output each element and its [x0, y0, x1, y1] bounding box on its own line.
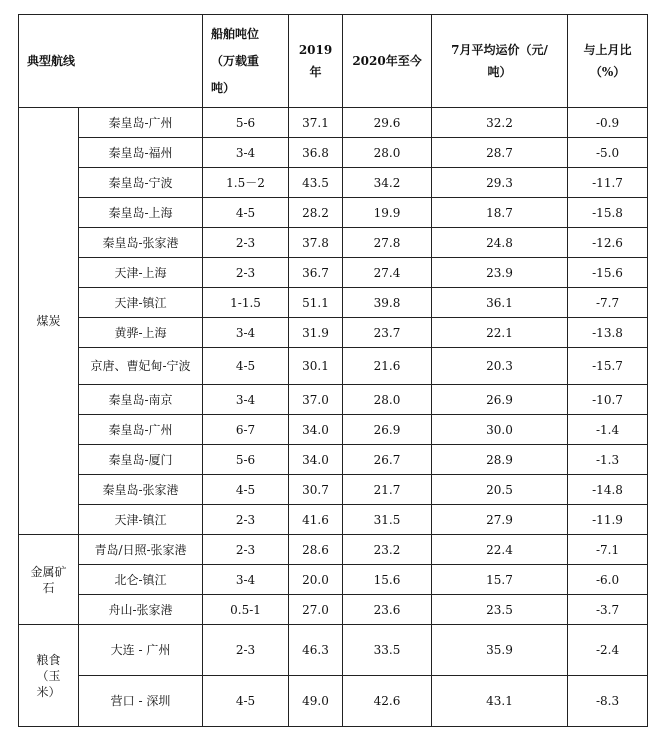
table-row [19, 415, 648, 445]
mom-cell: -6.0 [568, 565, 648, 595]
tonnage-cell: 6-7 [203, 415, 289, 445]
header-tonnage-line: 吨） [211, 80, 236, 95]
ytd-cell: 23.7 [343, 318, 432, 348]
header-tonnage-line: （万载重 [211, 53, 260, 68]
y2019-cell: 36.7 [289, 258, 343, 288]
july-price-cell: 36.1 [432, 288, 568, 318]
ytd-cell: 28.0 [343, 385, 432, 415]
route-cell: 秦皇岛-张家港 [79, 475, 203, 505]
table-row [19, 595, 648, 625]
tonnage-cell: 5-6 [203, 108, 289, 138]
july-price-cell: 43.1 [432, 676, 568, 727]
ytd-cell: 39.8 [343, 288, 432, 318]
tonnage-cell: 2-3 [203, 625, 289, 676]
table-row [19, 565, 648, 595]
july-price-cell: 23.9 [432, 258, 568, 288]
header-2019-line: 年 [309, 65, 322, 79]
july-price-cell: 20.5 [432, 475, 568, 505]
header-row [19, 15, 648, 108]
july-price-cell: 20.3 [432, 348, 568, 385]
y2019-cell: 28.2 [289, 198, 343, 228]
category-grain-line: （玉 [36, 668, 61, 683]
july-price-cell: 22.1 [432, 318, 568, 348]
route-cell: 北仑-镇江 [79, 565, 203, 595]
header-route: 典型航线 [19, 15, 203, 108]
table-row [19, 228, 648, 258]
mom-cell: -8.3 [568, 676, 648, 727]
route-cell: 黄骅-上海 [79, 318, 203, 348]
table-row [19, 348, 648, 385]
category-grain [19, 625, 79, 727]
y2019-cell: 51.1 [289, 288, 343, 318]
header-mom-line: （%） [589, 65, 626, 79]
ytd-cell: 27.4 [343, 258, 432, 288]
tonnage-cell: 3-4 [203, 138, 289, 168]
tonnage-cell: 4-5 [203, 348, 289, 385]
mom-cell: -11.7 [568, 168, 648, 198]
mom-cell: -7.7 [568, 288, 648, 318]
table-row [19, 138, 648, 168]
y2019-cell: 20.0 [289, 565, 343, 595]
july-price-cell: 23.5 [432, 595, 568, 625]
mom-cell: -15.7 [568, 348, 648, 385]
mom-cell: -0.9 [568, 108, 648, 138]
ytd-cell: 19.9 [343, 198, 432, 228]
july-price-cell: 26.9 [432, 385, 568, 415]
route-cell: 青岛/日照-张家港 [79, 535, 203, 565]
route-cell: 秦皇岛-张家港 [79, 228, 203, 258]
ytd-cell: 28.0 [343, 138, 432, 168]
header-july-line: 吨） [487, 65, 512, 79]
route-cell: 京唐、曹妃甸-宁波 [79, 348, 203, 385]
july-price-cell: 35.9 [432, 625, 568, 676]
category-metal-ore [19, 535, 79, 625]
category-ore-line: 金属矿 [30, 564, 67, 579]
y2019-cell: 46.3 [289, 625, 343, 676]
header-mom-line: 与上月比 [583, 43, 632, 57]
ytd-cell: 26.7 [343, 445, 432, 475]
y2019-cell: 43.5 [289, 168, 343, 198]
july-price-cell: 22.4 [432, 535, 568, 565]
header-tonnage-line: 船舶吨位 [211, 26, 260, 41]
y2019-cell: 28.6 [289, 535, 343, 565]
table-row [19, 198, 648, 228]
route-cell: 天津-镇江 [79, 505, 203, 535]
route-cell: 秦皇岛-上海 [79, 198, 203, 228]
route-cell: 大连 - 广州 [79, 625, 203, 676]
header-july-price [432, 15, 568, 108]
y2019-cell: 30.1 [289, 348, 343, 385]
table-row [19, 318, 648, 348]
ytd-cell: 42.6 [343, 676, 432, 727]
mom-cell: -1.4 [568, 415, 648, 445]
table-row [19, 676, 648, 727]
table-row [19, 625, 648, 676]
table-row [19, 535, 648, 565]
route-cell: 秦皇岛-宁波 [79, 168, 203, 198]
ytd-cell: 21.6 [343, 348, 432, 385]
tonnage-cell: 5-6 [203, 445, 289, 475]
header-july-line: 7月平均运价（元/ [451, 43, 548, 57]
table-row [19, 288, 648, 318]
ytd-cell: 33.5 [343, 625, 432, 676]
july-price-cell: 18.7 [432, 198, 568, 228]
y2019-cell: 31.9 [289, 318, 343, 348]
y2019-cell: 37.0 [289, 385, 343, 415]
ytd-cell: 15.6 [343, 565, 432, 595]
mom-cell: -12.6 [568, 228, 648, 258]
tonnage-cell: 1.5－2 [203, 168, 289, 198]
ytd-cell: 27.8 [343, 228, 432, 258]
table-row [19, 475, 648, 505]
freight-rate-table [18, 14, 648, 727]
route-cell: 秦皇岛-厦门 [79, 445, 203, 475]
mom-cell: -15.6 [568, 258, 648, 288]
tonnage-cell: 4-5 [203, 676, 289, 727]
tonnage-cell: 2-3 [203, 258, 289, 288]
route-cell: 营口 - 深圳 [79, 676, 203, 727]
ytd-cell: 21.7 [343, 475, 432, 505]
route-cell: 天津-上海 [79, 258, 203, 288]
ytd-cell: 23.2 [343, 535, 432, 565]
route-cell: 秦皇岛-福州 [79, 138, 203, 168]
mom-cell: -7.1 [568, 535, 648, 565]
tonnage-cell: 0.5-1 [203, 595, 289, 625]
y2019-cell: 41.6 [289, 505, 343, 535]
table-row [19, 445, 648, 475]
july-price-cell: 32.2 [432, 108, 568, 138]
mom-cell: -11.9 [568, 505, 648, 535]
mom-cell: -5.0 [568, 138, 648, 168]
tonnage-cell: 2-3 [203, 228, 289, 258]
header-tonnage [203, 15, 289, 108]
mom-cell: -10.7 [568, 385, 648, 415]
header-2019-line: 2019 [298, 43, 333, 57]
mom-cell: -13.8 [568, 318, 648, 348]
y2019-cell: 37.8 [289, 228, 343, 258]
mom-cell: -1.3 [568, 445, 648, 475]
table-row [19, 258, 648, 288]
mom-cell: -15.8 [568, 198, 648, 228]
ytd-cell: 23.6 [343, 595, 432, 625]
tonnage-cell: 3-4 [203, 385, 289, 415]
tonnage-cell: 3-4 [203, 318, 289, 348]
header-mom [568, 15, 648, 108]
july-price-cell: 30.0 [432, 415, 568, 445]
y2019-cell: 34.0 [289, 415, 343, 445]
july-price-cell: 28.7 [432, 138, 568, 168]
route-cell: 天津-镇江 [79, 288, 203, 318]
header-ytd: 2020年至今 [343, 15, 432, 108]
route-cell: 舟山-张家港 [79, 595, 203, 625]
ytd-cell: 26.9 [343, 415, 432, 445]
tonnage-cell: 4-5 [203, 198, 289, 228]
y2019-cell: 30.7 [289, 475, 343, 505]
route-cell: 秦皇岛-广州 [79, 108, 203, 138]
ytd-cell: 34.2 [343, 168, 432, 198]
category-ore-line: 石 [42, 580, 55, 595]
july-price-cell: 28.9 [432, 445, 568, 475]
july-price-cell: 29.3 [432, 168, 568, 198]
july-price-cell: 27.9 [432, 505, 568, 535]
header-2019 [289, 15, 343, 108]
mom-cell: -14.8 [568, 475, 648, 505]
table-row [19, 108, 648, 138]
ytd-cell: 31.5 [343, 505, 432, 535]
table-row [19, 385, 648, 415]
category-grain-line: 米） [36, 684, 61, 699]
tonnage-cell: 2-3 [203, 535, 289, 565]
category-grain-line: 粮食 [36, 652, 61, 667]
table-row [19, 505, 648, 535]
table-row [19, 168, 648, 198]
july-price-cell: 24.8 [432, 228, 568, 258]
route-cell: 秦皇岛-广州 [79, 415, 203, 445]
y2019-cell: 27.0 [289, 595, 343, 625]
ytd-cell: 29.6 [343, 108, 432, 138]
july-price-cell: 15.7 [432, 565, 568, 595]
y2019-cell: 36.8 [289, 138, 343, 168]
mom-cell: -2.4 [568, 625, 648, 676]
route-cell: 秦皇岛-南京 [79, 385, 203, 415]
y2019-cell: 37.1 [289, 108, 343, 138]
tonnage-cell: 3-4 [203, 565, 289, 595]
tonnage-cell: 2-3 [203, 505, 289, 535]
tonnage-cell: 4-5 [203, 475, 289, 505]
tonnage-cell: 1-1.5 [203, 288, 289, 318]
y2019-cell: 34.0 [289, 445, 343, 475]
y2019-cell: 49.0 [289, 676, 343, 727]
mom-cell: -3.7 [568, 595, 648, 625]
category-coal: 煤炭 [19, 108, 79, 535]
